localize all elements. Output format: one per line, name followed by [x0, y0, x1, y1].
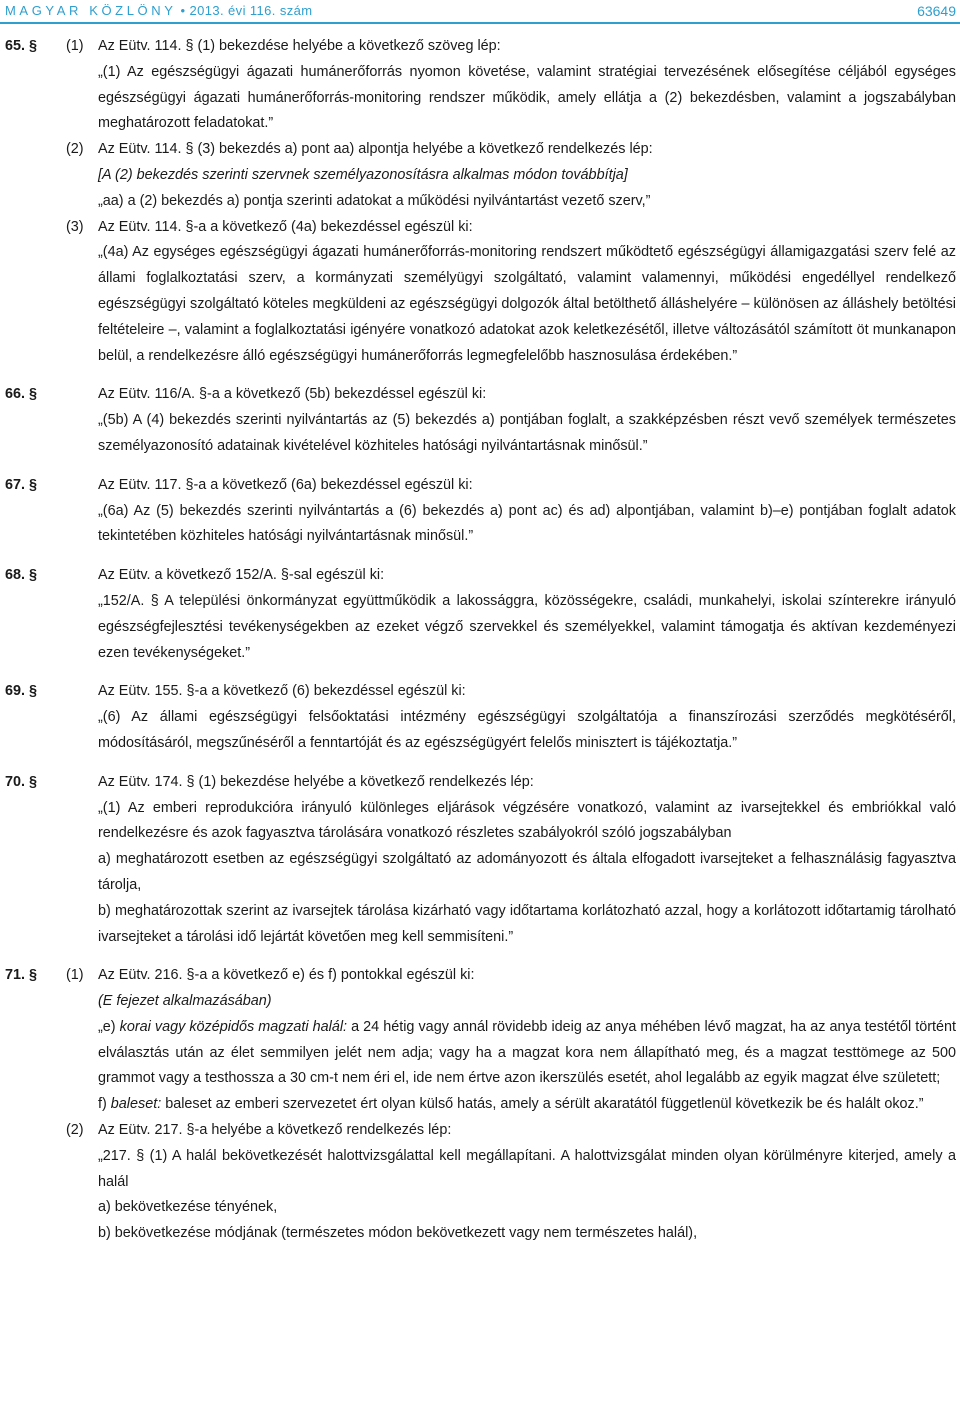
quoted-text: „(5b) A (4) bekezdés szerinti nyilvántartás az (5) bekezdés a) pontjában foglalt, a szakképzésben részt vevő személyek természetes személyazonosító adatainak kivételével közhiteles hatósági nyilvántartásnak minősül.” [98, 412, 956, 454]
header-bullet: • [180, 3, 186, 18]
section-number: 68. § [5, 567, 38, 584]
point-label: „e) [98, 1018, 120, 1035]
quoted-point-b: b) bekövetkezése módjának (természetes módon bekövetkezett vagy nem természetes halál), [98, 1225, 698, 1242]
quoted-text: „217. § (1) A halál bekövetkezését halottvizsgálattal kell megállapítani. A halottvizsgálat minden olyan körülményre kiterjed, amely a halál [98, 1147, 956, 1190]
defined-term: korai vagy középidős magzati halál: [119, 1018, 348, 1035]
subsection-number: (2) [66, 141, 84, 158]
section-69 [0, 679, 960, 756]
amendment-lead: Az Eütv. 114. § (3) bekezdés a) pont aa) alpontja helyébe a következő rendelkezés lép: [98, 141, 653, 158]
section-68 [0, 563, 960, 666]
amendment-lead: Az Eütv. 114. § (1) bekezdése helyébe a következő szöveg lép: [98, 38, 501, 54]
quoted-point-a: a) meghatározott esetben az egészségügyi szolgáltató az adományozott és általa elfogadott ivarsejteket a felhasználásig fagyasztva tárolja, [98, 851, 956, 893]
section-65 [0, 34, 960, 369]
quoted-text: „(6) Az állami egészségügyi felsőoktatási intézmény egészségügyi szolgáltatója a finanszírozási szerződés megkötéséről, módosításáról, megszűnéséről a fenntartóját és az egészségügyért felelős minisztert is tájékoztatja.” [98, 709, 956, 751]
amendment-lead: Az Eütv. 116/A. §-a a következő (5b) bekezdéssel egészül ki: [98, 386, 487, 403]
definition-text: baleset az emberi szervezetet ért olyan külső hatás, amely a sérült akaratától függetlenül következik be és halált okoz.” [161, 1096, 924, 1113]
quoted-text: „(6a) Az (5) bekezdés szerinti nyilvántartás a (6) bekezdés a) pont ac) és ad) alpontjában, valamint b)–e) pontjában foglalt adatok tekintetében közhiteles hatósági nyilvántartásnak minősül.” [98, 502, 956, 545]
section-70 [0, 770, 960, 951]
document-body [0, 34, 960, 1247]
quoted-text: „aa) a (2) bekezdés a) pontja szerinti adatokat a működési nyilvántartást vezető szerv,” [98, 192, 651, 209]
section-number: 66. § [5, 386, 38, 403]
quoted-point-b: b) meghatározottak szerint az ivarsejtek tárolása kizárható vagy időtartama korlátozható azzal, hogy a korlátozott időtartamig tárolható ivarsejteket a tárolási idő lejártát követően meg kell semmisíteni.” [98, 902, 956, 945]
page-header [0, 0, 960, 22]
subsection-number: (1) [66, 967, 84, 984]
section-66 [0, 382, 960, 459]
amendment-lead: Az Eütv. 114. §-a a következő (4a) bekezdéssel egészül ki: [98, 218, 473, 235]
quoted-text: „152/A. § A települési önkormányzat együttműködik a lakossággra, közösségekre, családi, munkahelyi, iskolai színterekre irányuló egészségfejlesztési tevékenységekben az ezeket végző szervekkel és személyekkel, valamint támogatja és aktívan kezdeményezi ezen tevékenységeket.” [98, 592, 956, 661]
quoted-text: „(1) Az egészségügyi ágazati humánerőforrás nyomon követése, valamint stratégiai tervezésének elősegítése céljából egységes egészségügyi ágazati humánerőforrás-monitoring rendszer működik, amely ellátja a (2) bekezdésben, valamint a jogszabályban meghatározott feladatokat.” [98, 63, 956, 132]
amendment-lead: Az Eütv. 216. §-a a következő e) és f) pontokkal egészül ki: [98, 967, 475, 984]
amendment-lead: Az Eütv. 117. §-a a következő (6a) bekezdéssel egészül ki: [98, 476, 473, 493]
section-number: 71. § [5, 967, 38, 984]
running-title [5, 3, 312, 18]
section-number: 69. § [5, 683, 38, 700]
amendment-lead: Az Eütv. 155. §-a a következő (6) bekezdéssel egészül ki: [98, 683, 466, 700]
quoted-text: „(4a) Az egységes egészségügyi ágazati humánerőforrás-monitoring rendszert működtető egészségügyi államigazgatási szerv felé az állami foglalkoztatási szerv, a kormányzati személyügyi szolgáltató, valamint valamennyi, működési engedéllyel rendelkező egészségügyi szolgáltató köteles megküldeni az egészségügyi dolgozók által betölthető álláshelyére – különösen az álláshely betöltési feltételeire –, valamint a foglalkoztatási igényére vonatkozó adatokat azok keletkezésétől, illetve változásától számított öt munkanapon belül, a rendelkezésre álló egészségügyi humánerőforrás legmegfelelőbb hasznosulása érdekében.” [98, 244, 956, 364]
amendment-lead: Az Eütv. 217. §-a helyébe a következő rendelkezés lép: [98, 1122, 452, 1139]
quoted-point-a: a) bekövetkezése tényének, [98, 1199, 278, 1216]
subsection-number: (1) [66, 38, 84, 54]
amendment-lead: Az Eütv. a következő 152/A. §-sal egészül ki: [98, 567, 385, 584]
definition-f [98, 1092, 956, 1118]
section-67 [0, 473, 960, 550]
point-label: f) [98, 1096, 111, 1113]
section-number: 70. § [5, 773, 38, 790]
quoted-text: „(1) Az emberi reprodukcióra irányuló különleges eljárások végzésére vonatkozó, valamint az ivarsejtekkel és embriókkal való rendelkezésre és azok fagyasztva tárolására vonatkozó részletes szabályokról szóló jogszabályban [98, 799, 956, 842]
context-italic: (E fejezet alkalmazásában) [98, 993, 272, 1010]
page-number: 63649 [917, 3, 956, 19]
header-rule [0, 22, 960, 24]
issue-label: 2013. évi 116. szám [189, 3, 313, 18]
section-number: 65. § [5, 38, 38, 54]
subsection-number: (3) [66, 218, 84, 235]
journal-name: MAGYAR KÖZLÖNY [5, 3, 177, 18]
defined-term: baleset: [110, 1096, 162, 1113]
context-italic: [A (2) bekezdés szerinti szervnek személyazonosításra alkalmas módon továbbítja] [98, 166, 628, 183]
amendment-lead: Az Eütv. 174. § (1) bekezdése helyébe a következő rendelkezés lép: [98, 773, 534, 790]
definition-e [98, 1015, 956, 1092]
subsection-number: (2) [66, 1122, 84, 1139]
definition-text: a 24 hétig vagy annál rövidebb ideig az anya méhében lévő magzat, ha az anya testétől történt elválasztás után az élet semmilyen jelét nem adja; vagy ha a magzat kora nem állapítható meg, és a magzat testtömege az 500 grammot vagy a testhossza a 30 cm-t nem éri el, ide nem értve azon ikerszülés esetét, ahol legalább az egyik magzat élve született; [98, 1018, 956, 1087]
section-number: 67. § [5, 476, 38, 493]
section-71 [0, 963, 960, 1247]
